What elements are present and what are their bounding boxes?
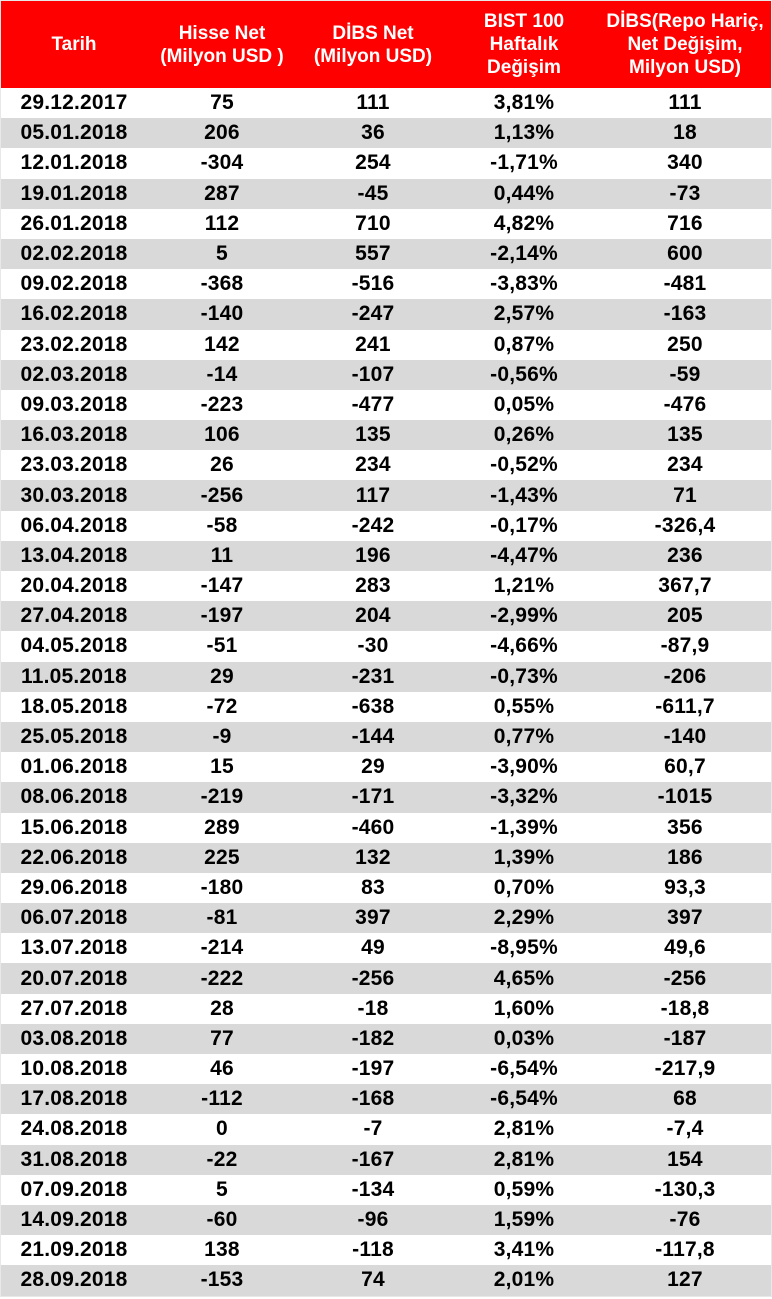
cell-bond-net-change: -76 [669,1208,701,1232]
cell-bist100-change: 1,60% [493,996,555,1020]
cell-bond-net: -167 [351,1147,395,1171]
cell-date: 26.01.2018 [20,211,128,235]
cell-bist100-change: -2,99% [490,604,558,628]
cell-equity-net: 138 [204,1238,240,1262]
cell-bond-net: 196 [355,543,391,567]
cell-bond-net: 83 [361,875,385,899]
cell-date: 05.01.2018 [20,121,128,145]
cell-bond-net-change: -476 [663,392,707,416]
cell-bond-net-change: 135 [667,423,703,447]
cell-bond-net-change: 356 [667,815,703,839]
cell-date: 04.05.2018 [20,634,128,658]
cell-date: 03.08.2018 [20,1026,128,1050]
cell-date: 01.06.2018 [20,755,128,779]
cell-bist100-change: 0,55% [493,694,555,718]
table-row [1,994,771,1024]
cell-equity-net: -81 [206,906,238,930]
cell-bond-net-change: 205 [667,604,703,628]
table-row [1,118,771,148]
table-row [1,420,771,450]
cell-bond-net: 283 [355,574,391,598]
cell-bist100-change: 2,81% [493,1147,555,1171]
cell-bist100-change: 4,82% [493,211,555,235]
cell-bond-net: -638 [351,694,395,718]
cell-bond-net: -197 [351,1057,395,1081]
cell-date: 16.02.2018 [20,302,128,326]
cell-equity-net: 287 [204,181,240,205]
cell-bist100-change: -6,54% [490,1057,558,1081]
cell-date: 21.09.2018 [20,1238,128,1262]
cell-equity-net: 142 [204,332,240,356]
table-row [1,330,771,360]
cell-date: 09.02.2018 [20,272,128,296]
cell-equity-net: -58 [206,513,238,537]
cell-bond-net: -516 [351,272,395,296]
cell-bond-net: 74 [361,1268,385,1292]
cell-bond-net-change: 93,3 [664,875,706,899]
cell-bond-net: -134 [351,1177,395,1201]
cell-equity-net: 15 [210,755,234,779]
cell-date: 16.03.2018 [20,423,128,447]
cell-bond-net-change: 716 [667,211,703,235]
cell-equity-net: -72 [206,694,238,718]
cell-bond-net-change: 186 [667,845,703,869]
cell-date: 13.07.2018 [20,936,128,960]
cell-bond-net-change: 111 [668,91,702,115]
cell-bist100-change: 0,87% [493,332,555,356]
cell-bond-net: -30 [357,634,389,658]
cell-equity-net: -256 [200,483,244,507]
cell-bist100-change: 0,44% [493,181,555,205]
table-header [1,1,771,88]
cell-bond-net-change: -140 [663,725,707,749]
cell-bond-net: -144 [351,725,395,749]
cell-equity-net: 206 [204,121,240,145]
cell-bond-net: 241 [355,332,391,356]
cell-equity-net: 289 [204,815,240,839]
cell-bist100-change: 1,13% [493,121,555,145]
cell-date: 20.04.2018 [20,574,128,598]
cell-date: 23.02.2018 [20,332,128,356]
cell-bond-net: 117 [355,483,391,507]
cell-bond-net: 29 [361,755,385,779]
cell-date: 22.06.2018 [20,845,128,869]
cell-bist100-change: -4,47% [490,543,558,567]
cell-bond-net: -96 [357,1208,389,1232]
cell-equity-net: 0 [216,1117,228,1141]
cell-date: 29.12.2017 [20,91,128,115]
table-row [1,963,771,993]
table-row [1,782,771,812]
cell-date: 02.02.2018 [20,242,128,266]
cell-bist100-change: -0,56% [490,362,558,386]
cell-equity-net: -304 [200,151,244,175]
cell-bond-net-change: -611,7 [655,694,715,718]
cell-bist100-change: 3,41% [493,1238,555,1262]
table-row [1,662,771,692]
cell-equity-net: -147 [200,574,244,598]
cell-bond-net-change: -187 [663,1026,707,1050]
cell-bond-net-change: -18,8 [660,996,710,1020]
cell-equity-net: -214 [200,936,244,960]
cell-bond-net: 204 [355,604,391,628]
table-row [1,571,771,601]
cell-bond-net: 135 [355,423,391,447]
cell-bond-net-change: -326,4 [654,513,716,537]
cell-date: 07.09.2018 [20,1177,128,1201]
cell-equity-net: -223 [200,392,244,416]
cell-date: 09.03.2018 [20,392,128,416]
cell-equity-net: -22 [206,1147,238,1171]
cell-bond-net-change: 68 [673,1087,697,1111]
cell-bist100-change: -3,90% [490,755,558,779]
cell-bond-net: 36 [361,121,385,145]
cell-date: 24.08.2018 [20,1117,128,1141]
table-row [1,390,771,420]
header-bond-net-change-ex-repo: DİBS(Repo Hariç, Net Değişim, Milyon USD) [606,11,764,78]
cell-date: 12.01.2018 [20,151,128,175]
cell-bist100-change: 1,21% [493,574,555,598]
cell-bond-net-change: 49,6 [664,936,706,960]
table-row [1,1175,771,1205]
cell-bond-net: 49 [361,936,385,960]
cell-bond-net: -231 [351,664,395,688]
cell-equity-net: 106 [204,423,240,447]
table-row [1,752,771,782]
cell-bist100-change: -8,95% [490,936,558,960]
cell-bist100-change: -0,73% [490,664,558,688]
cell-date: 02.03.2018 [20,362,128,386]
cell-bist100-change: 1,39% [493,845,555,869]
cell-date: 20.07.2018 [20,966,128,990]
table-row [1,903,771,933]
cell-date: 25.05.2018 [20,725,128,749]
cell-equity-net: -219 [200,785,244,809]
cell-equity-net: -180 [200,875,244,899]
cell-bond-net-change: -163 [663,302,707,326]
cell-bond-net-change: -87,9 [660,634,710,658]
cell-bond-net-change: -59 [669,362,701,386]
cell-date: 15.06.2018 [20,815,128,839]
cell-date: 29.06.2018 [20,875,128,899]
table-row [1,148,771,178]
cell-date: 28.09.2018 [20,1268,128,1292]
table-row [1,601,771,631]
table-row [1,299,771,329]
cell-equity-net: 11 [210,543,234,567]
cell-bond-net: 254 [355,151,391,175]
cell-bond-net-change: 18 [673,121,697,145]
table-row [1,209,771,239]
cell-date: 19.01.2018 [20,181,128,205]
cell-date: 11.05.2018 [21,664,127,688]
cell-bist100-change: -3,32% [490,785,558,809]
cell-bond-net: -18 [357,996,389,1020]
cell-bist100-change: -1,39% [490,815,558,839]
cell-date: 17.08.2018 [20,1087,128,1111]
cell-equity-net: 29 [210,664,234,688]
cell-bist100-change: -0,17% [490,513,558,537]
cell-bond-net-change: -73 [669,181,701,205]
table-row [1,1024,771,1054]
cell-equity-net: 5 [216,1177,228,1201]
cell-bist100-change: -4,66% [490,634,558,658]
table-row [1,179,771,209]
header-bond-net: DİBS Net (Milyon USD) [313,22,433,67]
cell-bond-net: -460 [351,815,395,839]
cell-bond-net: -182 [351,1026,395,1050]
cell-bist100-change: -1,43% [490,483,558,507]
cell-date: 23.03.2018 [20,453,128,477]
cell-date: 27.07.2018 [20,996,128,1020]
table-row [1,843,771,873]
cell-date: 13.04.2018 [20,543,128,567]
table-row [1,360,771,390]
cell-equity-net: 5 [216,242,228,266]
cell-equity-net: -197 [200,604,244,628]
cell-bond-net: -171 [351,785,395,809]
table-row [1,631,771,661]
cell-bond-net-change: -481 [663,272,707,296]
cell-bond-net-change: 250 [667,332,703,356]
cell-bond-net: -247 [351,302,395,326]
cell-equity-net: -60 [206,1208,238,1232]
cell-bond-net-change: 600 [667,242,703,266]
cell-bist100-change: 2,29% [493,906,555,930]
cell-bist100-change: 3,81% [493,91,555,115]
cell-bond-net: -7 [363,1117,383,1141]
cell-bist100-change: -2,14% [490,242,558,266]
cell-bist100-change: 4,65% [493,966,555,990]
cell-date: 06.07.2018 [20,906,128,930]
table-row [1,1205,771,1235]
table-row [1,88,771,118]
table-row [1,1265,771,1295]
cell-bond-net: -168 [351,1087,395,1111]
table-row [1,541,771,571]
table-body [1,88,771,1296]
cell-bond-net-change: 127 [667,1268,703,1292]
cell-bond-net-change: 60,7 [664,755,706,779]
cell-bond-net-change: -130,3 [654,1177,716,1201]
cell-bond-net: 557 [355,242,391,266]
cell-bist100-change: 2,01% [493,1268,555,1292]
cell-date: 31.08.2018 [20,1147,128,1171]
table-row [1,813,771,843]
cell-equity-net: -222 [200,966,244,990]
cell-bond-net-change: -256 [663,966,707,990]
cell-bond-net-change: 367,7 [658,574,712,598]
cell-bond-net: -118 [352,1238,394,1262]
table-row [1,692,771,722]
header-bist100-weekly-change: BIST 100 Haftalık Değişim [483,11,565,78]
cell-bond-net: 710 [355,211,391,235]
cell-equity-net: 225 [204,845,240,869]
cell-date: 06.04.2018 [20,513,128,537]
cell-date: 18.05.2018 [20,694,128,718]
cell-bond-net: -107 [351,362,395,386]
cell-bond-net-change: 397 [667,906,703,930]
cell-bond-net: 111 [356,91,390,115]
cell-equity-net: 26 [210,453,234,477]
cell-date: 10.08.2018 [20,1057,128,1081]
table-row [1,450,771,480]
cell-bist100-change: 1,59% [493,1208,555,1232]
cell-equity-net: 112 [204,211,240,235]
table-row [1,1054,771,1084]
table-row [1,1145,771,1175]
cell-bist100-change: -3,83% [490,272,558,296]
cell-equity-net: -51 [206,634,238,658]
cell-bond-net-change: 236 [667,543,703,567]
cell-equity-net: -140 [200,302,244,326]
cell-bond-net-change: -217,9 [654,1057,716,1081]
table-row [1,1235,771,1265]
table-row [1,1114,771,1144]
cell-bond-net: 132 [355,845,391,869]
cell-bist100-change: 2,57% [493,302,555,326]
cell-bond-net-change: -117,8 [655,1238,715,1262]
table-row [1,239,771,269]
cell-bist100-change: -1,71% [490,151,558,175]
cell-bond-net-change: -206 [663,664,707,688]
cell-bond-net: -45 [357,181,389,205]
cell-bond-net: 234 [355,453,391,477]
cell-equity-net: -14 [206,362,238,386]
cell-equity-net: 75 [210,91,234,115]
cell-equity-net: -9 [212,725,232,749]
cell-equity-net: 28 [210,996,234,1020]
cell-bond-net: -242 [351,513,395,537]
table-row [1,511,771,541]
cell-date: 27.04.2018 [20,604,128,628]
cell-bond-net-change: 340 [667,151,703,175]
cell-bist100-change: 0,70% [493,875,555,899]
table-row [1,933,771,963]
cell-bond-net: 397 [355,906,391,930]
cell-bond-net-change: -7,4 [666,1117,704,1141]
table-row [1,873,771,903]
table-row [1,1084,771,1114]
cell-bist100-change: -0,52% [490,453,558,477]
cell-equity-net: 46 [210,1057,234,1081]
cell-equity-net: -153 [200,1268,244,1292]
cell-equity-net: -112 [201,1087,243,1111]
cell-bist100-change: 0,26% [493,423,555,447]
cell-date: 30.03.2018 [20,483,128,507]
cell-bist100-change: 2,81% [493,1117,555,1141]
cell-equity-net: -368 [200,272,244,296]
cell-bond-net: -256 [351,966,395,990]
cell-bond-net-change: 234 [667,453,703,477]
table-row [1,480,771,510]
table-row [1,722,771,752]
cell-bist100-change: 0,77% [493,725,555,749]
cell-bond-net-change: 154 [667,1147,703,1171]
cell-bist100-change: 0,03% [493,1026,555,1050]
cell-bond-net-change: 71 [673,483,697,507]
cell-bist100-change: 0,05% [493,392,555,416]
table-row [1,269,771,299]
cell-date: 14.09.2018 [20,1208,128,1232]
cell-bond-net: -477 [351,392,395,416]
cell-equity-net: 77 [210,1026,234,1050]
header-equity-net: Hisse Net (Milyon USD ) [160,22,284,67]
header-date: Tarih [51,34,97,55]
cell-bist100-change: 0,59% [493,1177,555,1201]
cell-date: 08.06.2018 [20,785,128,809]
cell-bist100-change: -6,54% [490,1087,558,1111]
cell-bond-net-change: -1015 [657,785,713,809]
